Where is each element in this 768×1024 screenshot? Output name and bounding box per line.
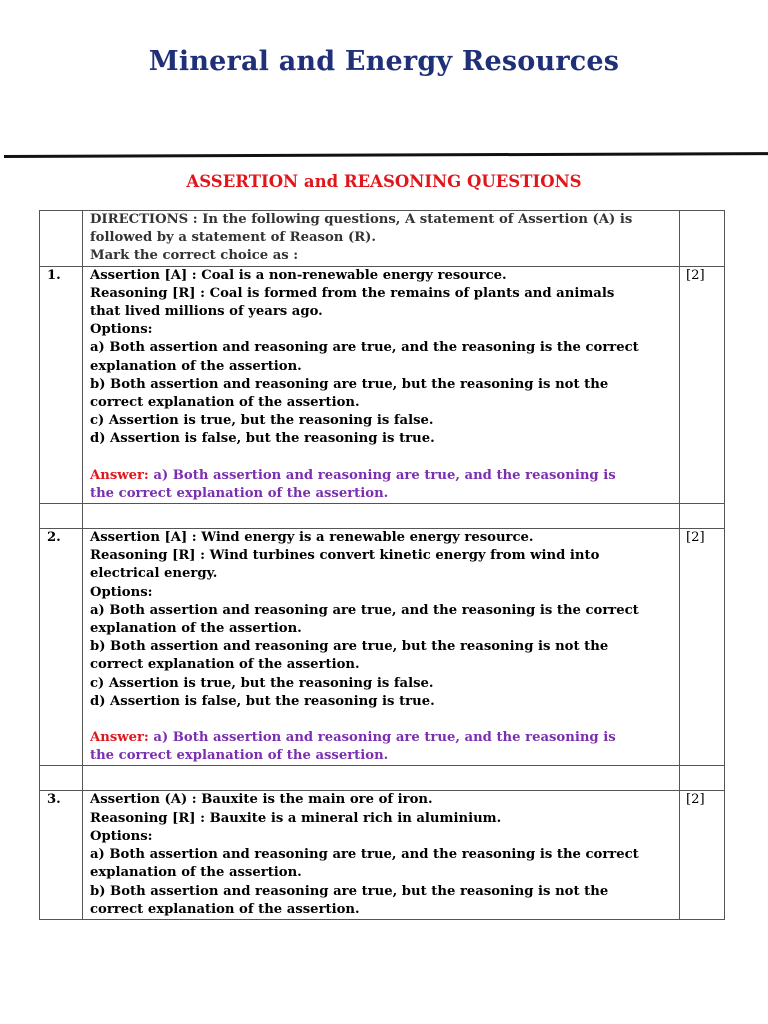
spacer-row xyxy=(40,504,725,529)
question-number: 2. xyxy=(40,529,83,766)
answer-label: Answer: xyxy=(90,467,149,483)
question-line: d) Assertion is false, but the reasoning is true. xyxy=(90,693,435,709)
questions-table xyxy=(39,210,725,920)
question-line: explanation of the assertion. xyxy=(90,358,302,374)
answer-text: the correct explanation of the assertion. xyxy=(90,748,389,764)
question-marks: [2] xyxy=(680,266,725,503)
section-heading: ASSERTION and REASONING QUESTIONS xyxy=(186,172,582,191)
spacer-row xyxy=(40,766,725,791)
directions-line: DIRECTIONS : In the following questions, A statement of Assertion (A) is xyxy=(90,212,633,227)
directions-row xyxy=(40,211,725,267)
question-line: Reasoning [R] : Coal is formed from the remains of plants and animals xyxy=(90,285,615,301)
question-line: Options: xyxy=(90,828,153,844)
question-line: Reasoning [R] : Wind turbines convert kinetic energy from wind into xyxy=(90,548,600,564)
question-line: c) Assertion is true, but the reasoning is false. xyxy=(90,675,434,691)
question-marks: [2] xyxy=(680,529,725,766)
question-line: electrical energy. xyxy=(90,566,218,582)
question-line: Assertion (A) : Bauxite is the main ore of iron. xyxy=(90,792,433,808)
question-number: 1. xyxy=(40,266,83,503)
directions-line: followed by a statement of Reason (R). xyxy=(90,230,376,246)
question-line: Reasoning [R] : Bauxite is a mineral rich in aluminium. xyxy=(90,810,502,826)
directions-cell xyxy=(83,211,680,267)
directions-marks-cell xyxy=(680,211,725,267)
question-line: Assertion [A] : Coal is a non-renewable energy resource. xyxy=(90,267,507,283)
answer-line xyxy=(90,729,675,747)
question-line: b) Both assertion and reasoning are true, but the reasoning is not the xyxy=(90,883,609,899)
question-body xyxy=(83,791,680,919)
question-line: b) Both assertion and reasoning are true, but the reasoning is not the xyxy=(90,376,609,392)
question-line: that lived millions of years ago. xyxy=(90,304,323,320)
question-line: correct explanation of the assertion. xyxy=(90,901,360,917)
question-line: Assertion [A] : Wind energy is a renewable energy resource. xyxy=(90,530,534,546)
question-line: c) Assertion is true, but the reasoning is false. xyxy=(90,413,434,429)
question-body xyxy=(83,529,680,766)
question-line: a) Both assertion and reasoning are true, and the reasoning is the correct xyxy=(90,847,639,863)
question-number: 3. xyxy=(40,791,83,919)
question-line: a) Both assertion and reasoning are true, and the reasoning is the correct xyxy=(90,602,639,618)
directions-number-cell xyxy=(40,211,83,267)
answer-text: a) Both assertion and reasoning are true, and the reasoning is xyxy=(153,730,616,746)
page-title: Mineral and Energy Resources xyxy=(148,46,620,77)
question-line: explanation of the assertion. xyxy=(90,621,302,637)
question-row xyxy=(40,529,725,766)
answer-text: a) Both assertion and reasoning are true, and the reasoning is xyxy=(153,467,616,483)
question-line: d) Assertion is false, but the reasoning is true. xyxy=(90,431,435,447)
question-row xyxy=(40,791,725,919)
title-divider xyxy=(4,152,768,158)
question-marks: [2] xyxy=(680,791,725,919)
directions-line: Mark the correct choice as : xyxy=(90,248,299,264)
question-line: Options: xyxy=(90,322,153,338)
question-line: Options: xyxy=(90,584,153,600)
answer-label: Answer: xyxy=(90,730,149,746)
question-line: a) Both assertion and reasoning are true, and the reasoning is the correct xyxy=(90,340,639,356)
question-row xyxy=(40,266,725,503)
question-line: explanation of the assertion. xyxy=(90,865,302,881)
question-line: correct explanation of the assertion. xyxy=(90,395,360,411)
answer-text: the correct explanation of the assertion. xyxy=(90,485,389,501)
answer-line xyxy=(90,467,675,485)
question-line: b) Both assertion and reasoning are true, but the reasoning is not the xyxy=(90,639,609,655)
question-body xyxy=(83,266,680,503)
question-line: correct explanation of the assertion. xyxy=(90,657,360,673)
